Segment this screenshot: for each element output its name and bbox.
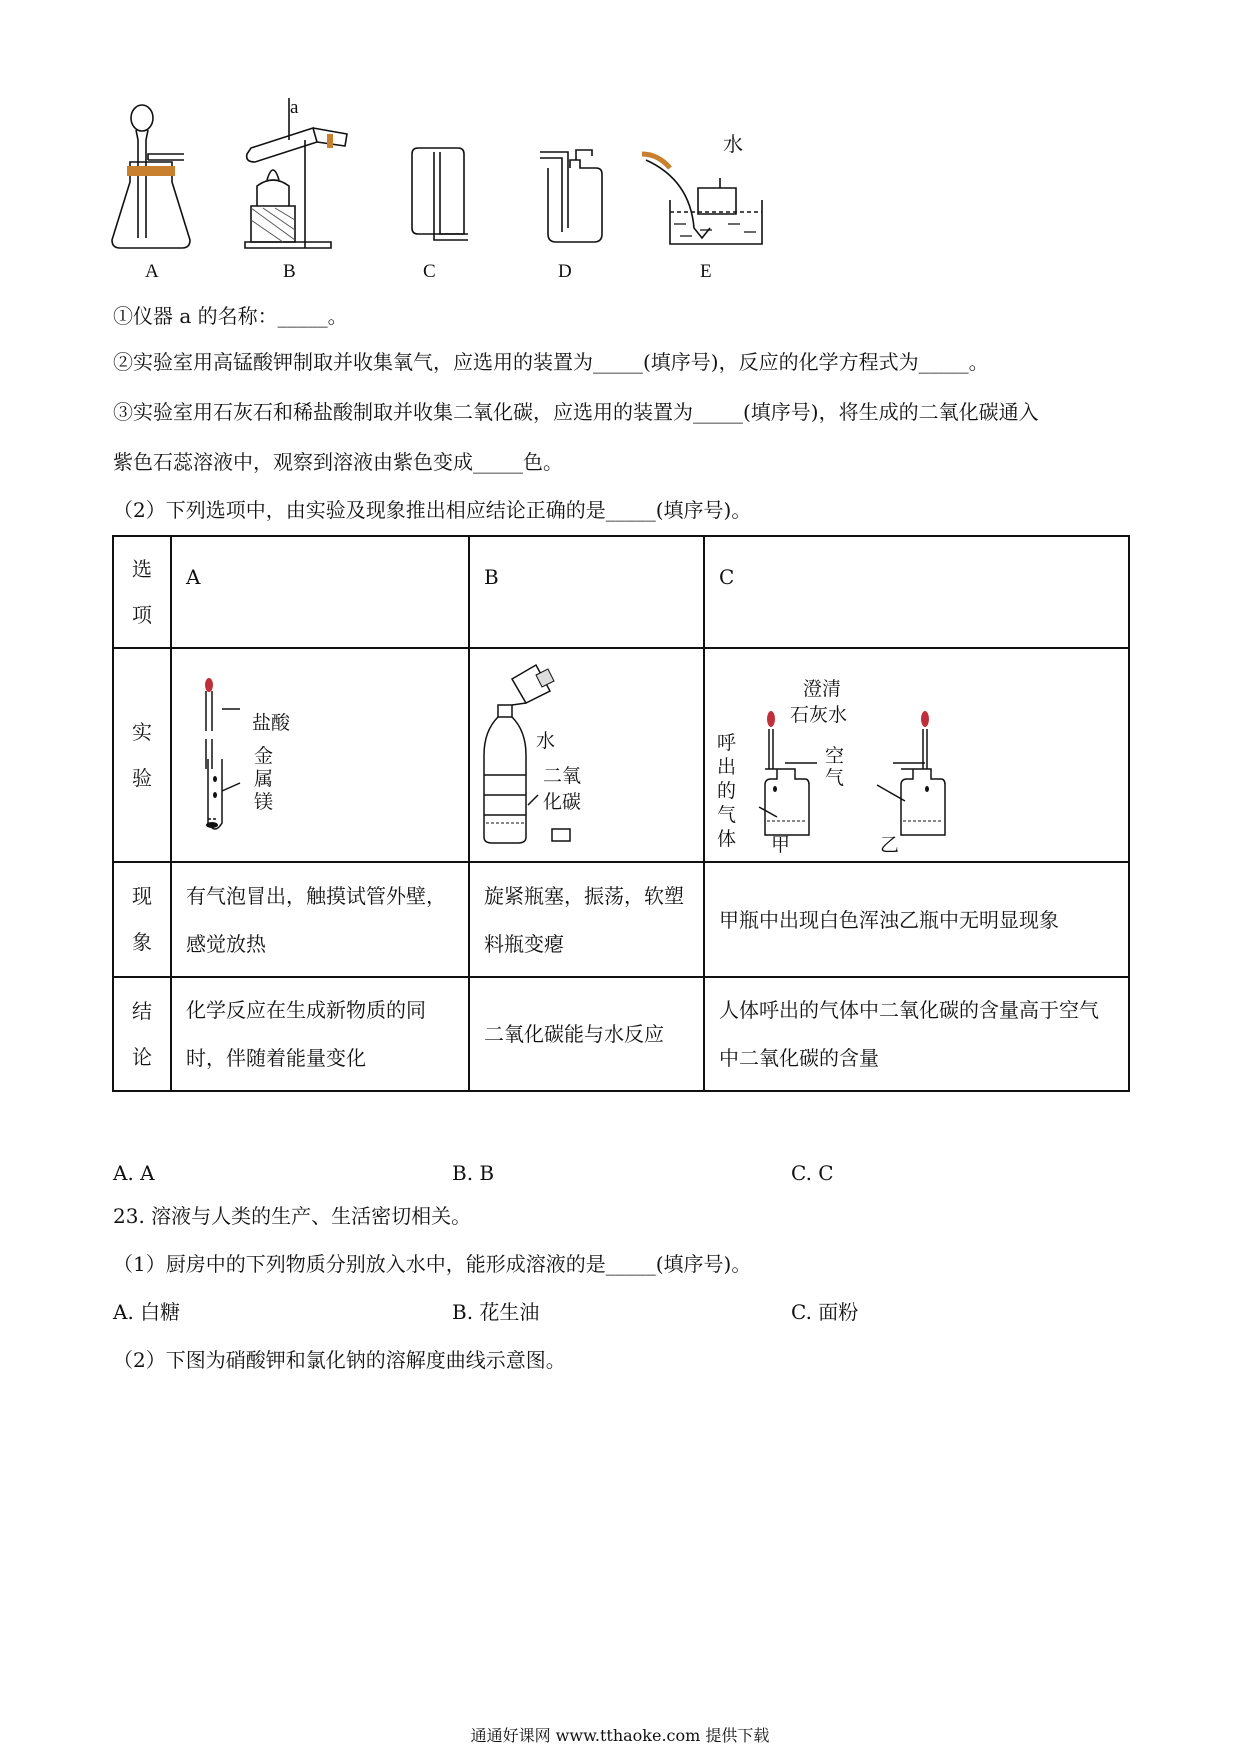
phenomenon-c: 甲瓶中出现白色浑浊乙瓶中无明显现象 <box>704 862 1129 977</box>
fig-a-acid-label: 盐酸 <box>252 712 291 734</box>
apparatus-c-drawing <box>410 148 470 248</box>
apparatus-a-drawing <box>110 100 200 250</box>
q22-item3-line2: 紫色石蕊溶液中，观察到溶液由紫色变成_____色。 <box>113 450 563 474</box>
apparatus-label-c: C <box>423 261 436 282</box>
q22-choice-c: C. C <box>791 1161 834 1185</box>
q23-choice-b: B. 花生油 <box>452 1300 540 1324</box>
row-header-phenomenon: 现象 <box>113 862 171 977</box>
option-a-header: A <box>171 536 469 648</box>
fig-b-water-label: 水 <box>536 730 556 752</box>
experiment-a-drawing <box>184 679 254 839</box>
q22-item2: ②实验室用高锰酸钾制取并收集氧气，应选用的装置为_____(填序号)，反应的化学方程式为_____。 <box>113 350 989 374</box>
experiment-c-cell <box>704 648 1129 862</box>
fig-c-exhaled-label: 呼出的气体 <box>717 732 737 850</box>
apparatus-label-e: E <box>700 261 712 282</box>
q22-part2: （2）下列选项中，由实验及现象推出相应结论正确的是_____(填序号)。 <box>113 498 752 522</box>
experiment-table <box>112 535 1130 1092</box>
apparatus-b-drawing <box>243 100 373 250</box>
apparatus-label-a: A <box>145 261 159 282</box>
q22-item3-line1: ③实验室用石灰石和稀盐酸制取并收集二氧化碳，应选用的装置为_____(填序号)，将生成的二氧化碳通入 <box>113 400 1039 424</box>
experiment-b-cell <box>469 648 704 862</box>
q22-choice-a: A. A <box>113 1161 155 1185</box>
fig-c-jar1-label: 甲 <box>771 834 791 856</box>
fig-c-limewater-line1: 澄清 <box>803 678 842 700</box>
option-c-header: C <box>704 536 1129 648</box>
conclusion-a: 化学反应在生成新物质的同时，伴随着能量变化 <box>171 977 469 1091</box>
apparatus-water-label: 水 <box>723 132 743 156</box>
conclusion-c: 人体呼出的气体中二氧化碳的含量高于空气中二氧化碳的含量 <box>704 977 1129 1091</box>
fig-b-gas-label: 二氧化碳 <box>542 765 581 813</box>
q23-part2: （2）下图为硝酸钾和氯化钠的溶解度曲线示意图。 <box>113 1348 566 1372</box>
q22-choice-b: B. B <box>452 1161 495 1185</box>
table-row-options <box>113 536 1129 648</box>
row-header-conclusion: 结论 <box>113 977 171 1091</box>
conclusion-b: 二氧化碳能与水反应 <box>469 977 704 1091</box>
option-b-header: B <box>469 536 704 648</box>
apparatus-e-drawing <box>640 140 780 250</box>
apparatus-label-d: D <box>558 261 572 282</box>
fig-c-jar2-label: 乙 <box>880 834 900 856</box>
fig-c-air-label: 空气 <box>825 745 845 789</box>
row-header-option: 选项 <box>113 536 171 648</box>
phenomenon-a: 有气泡冒出，触摸试管外壁，感觉放热 <box>171 862 469 977</box>
apparatus-label-b: B <box>283 261 296 282</box>
page-footer: 通通好课网 www.tthaoke.com 提供下载 <box>470 1726 770 1745</box>
fig-c-limewater-line2: 石灰水 <box>790 704 848 726</box>
apparatus-d-drawing <box>540 148 610 248</box>
table-row-phenomena <box>113 862 1129 977</box>
fig-a-metal-label: 金属镁 <box>254 745 274 813</box>
experiment-c-drawing <box>755 709 945 839</box>
q23-choice-a: A. 白糖 <box>113 1300 181 1324</box>
table-row-experiment <box>113 648 1129 862</box>
q23-choice-c: C. 面粉 <box>791 1300 859 1324</box>
q22-item1: ①仪器 a 的名称：_____。 <box>113 304 348 328</box>
marker-a-label: a <box>290 97 299 118</box>
phenomenon-b: 旋紧瓶塞，振荡，软塑料瓶变瘪 <box>469 862 704 977</box>
experiment-a-cell <box>171 648 469 862</box>
row-header-experiment: 实验 <box>113 648 171 862</box>
q23-stem: 23. 溶液与人类的生产、生活密切相关。 <box>113 1204 472 1228</box>
table-row-conclusions <box>113 977 1129 1091</box>
q23-part1: （1）厨房中的下列物质分别放入水中，能形成溶液的是_____(填序号)。 <box>113 1252 752 1276</box>
